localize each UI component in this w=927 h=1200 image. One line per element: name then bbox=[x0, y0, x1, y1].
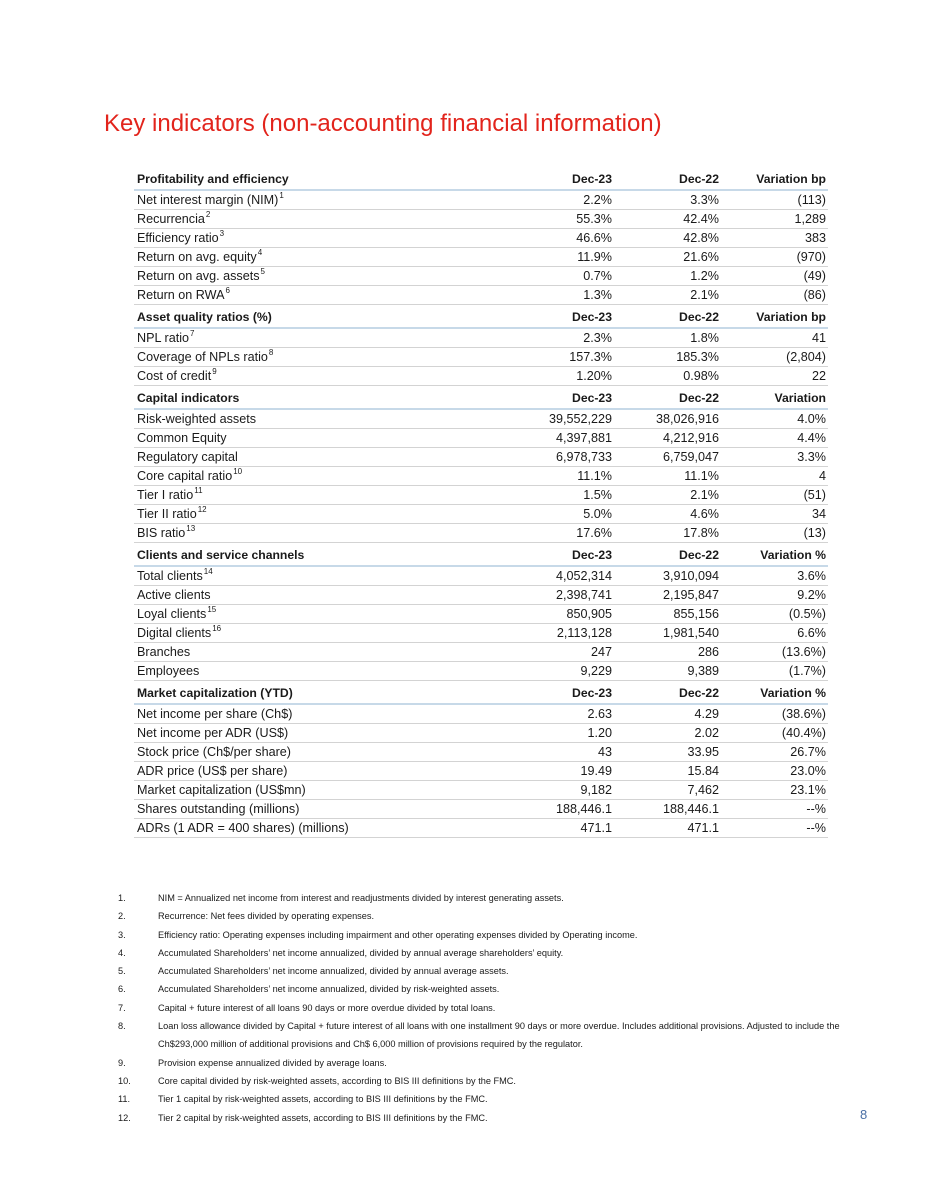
variation-value: 3.3% bbox=[797, 449, 826, 464]
section-title: Profitability and efficiency bbox=[137, 171, 289, 186]
dec-22-value: 11.1% bbox=[684, 468, 719, 483]
section-clients-and-service-channels bbox=[134, 545, 828, 681]
dec-22-value: 4,212,916 bbox=[662, 430, 719, 445]
dec-22-value: 1.2% bbox=[690, 268, 719, 283]
dec-23-value: 1.20 bbox=[587, 725, 612, 740]
dec-22-value: 2.1% bbox=[690, 487, 719, 502]
table-row bbox=[134, 448, 828, 467]
dec-23-value: 157.3% bbox=[569, 349, 612, 364]
row-label-cell bbox=[134, 724, 512, 743]
column-header: Dec-23 bbox=[572, 685, 612, 700]
table-row bbox=[134, 410, 828, 429]
footnote-number: 3. bbox=[118, 929, 126, 940]
footnote-marker: 2 bbox=[205, 210, 211, 220]
dec-23-value: 1.20% bbox=[576, 368, 612, 383]
row-label-cell bbox=[134, 329, 512, 348]
variation-value: 22 bbox=[811, 368, 826, 383]
variation-value: (970) bbox=[796, 249, 826, 264]
dec-23-value: 247 bbox=[590, 644, 612, 659]
section-header bbox=[134, 545, 828, 567]
dec-23-value: 850,905 bbox=[566, 606, 612, 621]
dec-23-value: 43 bbox=[597, 744, 612, 759]
footnote-text: Efficiency ratio: Operating expenses including impairment and other operating expenses divided by Operating income. bbox=[158, 929, 638, 940]
variation-value: --% bbox=[806, 820, 826, 835]
section-capital-indicators bbox=[134, 388, 828, 543]
footnote-number: 5. bbox=[118, 966, 126, 977]
row-label-cell bbox=[134, 191, 512, 210]
row-label-cell bbox=[134, 643, 512, 662]
table-row bbox=[134, 210, 828, 229]
footnote-item bbox=[118, 980, 878, 998]
row-label: Shares outstanding (millions) bbox=[137, 801, 300, 816]
footnote-number: 6. bbox=[118, 984, 126, 995]
footnote-marker: 4 bbox=[257, 248, 263, 258]
footnote-item bbox=[118, 926, 878, 944]
row-label: ADRs (1 ADR = 400 shares) (millions) bbox=[137, 820, 349, 835]
variation-value: 6.6% bbox=[797, 625, 826, 640]
dec-22-value: 9,389 bbox=[687, 663, 719, 678]
dec-23-value: 2.2% bbox=[583, 192, 612, 207]
dec-22-value: 2.1% bbox=[690, 287, 719, 302]
section-header bbox=[134, 307, 828, 329]
table-row bbox=[134, 762, 828, 781]
dec-22-value: 38,026,916 bbox=[655, 411, 719, 426]
variation-value: 9.2% bbox=[797, 587, 826, 602]
footnote-text: Accumulated Shareholders’ net income annualized, divided by annual average assets. bbox=[158, 966, 509, 977]
dec-22-value: 0.98% bbox=[683, 368, 719, 383]
dec-22-value: 17.8% bbox=[683, 525, 719, 540]
row-label: Recurrencia bbox=[137, 211, 205, 226]
dec-22-value: 3,910,094 bbox=[662, 568, 719, 583]
table-row bbox=[134, 267, 828, 286]
variation-value: 1,289 bbox=[794, 211, 826, 226]
dec-23-value: 471.1 bbox=[580, 820, 612, 835]
footnote-marker: 9 bbox=[212, 367, 217, 377]
variation-value: 23.1% bbox=[790, 782, 826, 797]
row-label: Net interest margin (NIM) bbox=[137, 192, 279, 207]
row-label: NPL ratio bbox=[137, 330, 190, 345]
table-row bbox=[134, 800, 828, 819]
table-row bbox=[134, 819, 828, 838]
dec-23-value: 46.6% bbox=[576, 230, 612, 245]
dec-22-value: 286 bbox=[697, 644, 719, 659]
row-label-cell bbox=[134, 267, 512, 286]
row-label-cell bbox=[134, 467, 512, 486]
footnote-text: Provision expense annualized divided by average loans. bbox=[158, 1057, 387, 1068]
footnote-marker: 15 bbox=[207, 605, 217, 615]
footnote-number: 11. bbox=[118, 1094, 131, 1105]
dec-23-value: 17.6% bbox=[576, 525, 612, 540]
footnote-marker: 14 bbox=[203, 567, 213, 577]
dec-22-value: 185.3% bbox=[676, 349, 719, 364]
column-header: Dec-23 bbox=[572, 309, 612, 324]
footnote-number: 2. bbox=[118, 911, 126, 922]
row-label: Coverage of NPLs ratio bbox=[137, 349, 268, 364]
footnote-marker: 8 bbox=[268, 348, 274, 358]
dec-22-value: 855,156 bbox=[673, 606, 719, 621]
dec-22-value: 21.6% bbox=[683, 249, 719, 264]
row-label-cell bbox=[134, 819, 512, 838]
dec-22-value: 2,195,847 bbox=[662, 587, 719, 602]
dec-22-value: 2.02 bbox=[694, 725, 719, 740]
footnote-text: Capital + future interest of all loans 90 days or more overdue divided by total loans. bbox=[158, 1002, 496, 1013]
row-label-cell bbox=[134, 800, 512, 819]
dec-23-value: 5.0% bbox=[583, 506, 612, 521]
dec-23-value: 11.1% bbox=[577, 468, 612, 483]
variation-value: (49) bbox=[803, 268, 826, 283]
row-label-cell bbox=[134, 567, 512, 586]
dec-23-value: 19.49 bbox=[580, 763, 612, 778]
footnote-number: 1. bbox=[118, 893, 126, 903]
row-label: Employees bbox=[137, 663, 200, 678]
dec-22-value: 1.8% bbox=[690, 330, 719, 345]
dec-22-value: 3.3% bbox=[690, 192, 719, 207]
column-header: Dec-22 bbox=[679, 171, 719, 186]
table-row bbox=[134, 567, 828, 586]
footnote-item bbox=[118, 1090, 878, 1108]
dec-22-value: 4.6% bbox=[690, 506, 719, 521]
table-row bbox=[134, 624, 828, 643]
variation-value: (113) bbox=[797, 192, 826, 207]
footnote-marker: 12 bbox=[197, 505, 207, 515]
dec-22-value: 1,981,540 bbox=[662, 625, 719, 640]
row-label: Digital clients bbox=[137, 625, 212, 640]
table-row bbox=[134, 705, 828, 724]
table-row bbox=[134, 643, 828, 662]
dec-23-value: 2.63 bbox=[587, 706, 612, 721]
dec-23-value: 2,113,128 bbox=[556, 625, 612, 640]
dec-23-value: 4,397,881 bbox=[555, 430, 612, 445]
table-row bbox=[134, 724, 828, 743]
variation-value: (0.5%) bbox=[788, 606, 826, 621]
variation-value: 4.0% bbox=[797, 411, 826, 426]
variation-value: (40.4%) bbox=[781, 725, 826, 740]
row-label-cell bbox=[134, 762, 512, 781]
row-label-cell bbox=[134, 705, 512, 724]
dec-23-value: 188,446.1 bbox=[555, 801, 612, 816]
table-row bbox=[134, 329, 828, 348]
row-label: Branches bbox=[137, 644, 191, 659]
row-label-cell bbox=[134, 229, 512, 248]
footnote-marker: 5 bbox=[260, 267, 265, 277]
row-label-cell bbox=[134, 348, 512, 367]
footnote-number: 12. bbox=[118, 1112, 131, 1123]
page-title: Key indicators (non-accounting financial information) bbox=[104, 110, 662, 137]
row-label: Net income per share (Ch$) bbox=[137, 706, 293, 721]
footnote-marker: 10 bbox=[233, 467, 243, 477]
dec-22-value: 4.29 bbox=[694, 706, 719, 721]
section-title: Capital indicators bbox=[137, 390, 240, 405]
variation-value: 26.7% bbox=[790, 744, 826, 759]
dec-23-value: 11.9% bbox=[577, 249, 612, 264]
table-row bbox=[134, 191, 828, 210]
dec-23-value: 1.5% bbox=[583, 487, 612, 502]
row-label-cell bbox=[134, 586, 512, 605]
dec-23-value: 1.3% bbox=[583, 287, 612, 302]
column-header: Dec-22 bbox=[679, 390, 719, 405]
variation-value: 4 bbox=[818, 468, 826, 483]
column-header: Variation bbox=[774, 390, 826, 405]
footnote-text: NIM = Annualized net income from interest and readjustments divided by interest generating assets. bbox=[158, 893, 564, 903]
row-label-cell bbox=[134, 624, 512, 643]
table-row bbox=[134, 586, 828, 605]
key-indicators-table bbox=[134, 169, 828, 838]
dec-22-value: 6,759,047 bbox=[662, 449, 719, 464]
row-label: Cost of credit bbox=[137, 368, 212, 383]
variation-value: 383 bbox=[804, 230, 826, 245]
footnote-item bbox=[118, 944, 878, 962]
dec-23-value: 6,978,733 bbox=[555, 449, 612, 464]
table-row bbox=[134, 286, 828, 305]
row-label: Total clients bbox=[137, 568, 203, 583]
footnote-text: Loan loss allowance divided by Capital + future interest of all loans with one installment 90 days or more overdue. Includes additional provisions. Adjusted to include the Ch$293,000 million of additional provisions and Ch$ 6,000 million of provisions required by the regulator. bbox=[158, 1021, 840, 1050]
footnote-marker: 6 bbox=[225, 286, 230, 296]
footnote-marker: 1 bbox=[279, 191, 284, 201]
table-row bbox=[134, 781, 828, 800]
footnote-text: Accumulated Shareholders’ net income annualized, divided by annual average shareholders’ equity. bbox=[158, 947, 564, 958]
table-row bbox=[134, 486, 828, 505]
section-market-capitalization-ytd bbox=[134, 683, 828, 838]
footnote-text: Accumulated Shareholders’ net income annualized, divided by risk-weighted assets. bbox=[158, 984, 500, 995]
variation-value: 3.6% bbox=[797, 568, 826, 583]
footnote-number: 10. bbox=[118, 1075, 131, 1086]
dec-23-value: 2,398,741 bbox=[555, 587, 612, 602]
variation-value: 4.4% bbox=[797, 430, 826, 445]
variation-value: (13) bbox=[803, 525, 826, 540]
row-label: Common Equity bbox=[137, 430, 227, 445]
dec-23-value: 2.3% bbox=[583, 330, 612, 345]
row-label-cell bbox=[134, 486, 512, 505]
row-label: Net income per ADR (US$) bbox=[137, 725, 289, 740]
row-label: Efficiency ratio bbox=[137, 230, 219, 245]
dec-23-value: 39,552,229 bbox=[548, 411, 612, 426]
table-row bbox=[134, 229, 828, 248]
footnote-marker: 11 bbox=[194, 486, 203, 496]
table-row bbox=[134, 605, 828, 624]
variation-value: 41 bbox=[811, 330, 826, 345]
row-label: Market capitalization (US$mn) bbox=[137, 782, 306, 797]
row-label-cell bbox=[134, 505, 512, 524]
variation-value: (1.7%) bbox=[788, 663, 826, 678]
dec-23-value: 9,182 bbox=[580, 782, 612, 797]
table-row bbox=[134, 505, 828, 524]
footnote-text: Recurrence: Net fees divided by operating expenses. bbox=[158, 911, 375, 922]
column-header: Dec-22 bbox=[679, 309, 719, 324]
dec-22-value: 42.4% bbox=[683, 211, 719, 226]
table-row bbox=[134, 524, 828, 543]
dec-22-value: 188,446.1 bbox=[662, 801, 719, 816]
row-label-cell bbox=[134, 781, 512, 800]
section-profitability-and-efficiency bbox=[134, 169, 828, 305]
variation-value: (86) bbox=[803, 287, 826, 302]
variation-value: (13.6%) bbox=[781, 644, 826, 659]
row-label-cell bbox=[134, 448, 512, 467]
variation-value: (2,804) bbox=[786, 349, 826, 364]
variation-value: (38.6%) bbox=[781, 706, 826, 721]
column-header: Dec-23 bbox=[572, 390, 612, 405]
dec-23-value: 9,229 bbox=[580, 663, 612, 678]
footnote-number: 9. bbox=[118, 1057, 126, 1068]
footnote-number: 7. bbox=[118, 1002, 126, 1013]
row-label-cell bbox=[134, 248, 512, 267]
row-label-cell bbox=[134, 605, 512, 624]
footnote-text: Tier 1 capital by risk-weighted assets, according to BIS III definitions by the FMC. bbox=[158, 1094, 488, 1105]
table-row bbox=[134, 248, 828, 267]
row-label-cell bbox=[134, 524, 512, 543]
column-header: Variation bp bbox=[756, 171, 826, 186]
section-title: Asset quality ratios (%) bbox=[137, 309, 272, 324]
column-header: Dec-22 bbox=[679, 685, 719, 700]
column-header: Dec-22 bbox=[679, 547, 719, 562]
footnote-text: Tier 2 capital by risk-weighted assets, according to BIS III definitions by the FMC. bbox=[158, 1112, 488, 1123]
row-label: Tier II ratio bbox=[137, 506, 197, 521]
footnote-item bbox=[118, 889, 878, 907]
footnote-item bbox=[118, 1072, 878, 1090]
column-header: Variation % bbox=[760, 685, 826, 700]
row-label-cell bbox=[134, 429, 512, 448]
row-label: ADR price (US$ per share) bbox=[137, 763, 288, 778]
column-header: Dec-23 bbox=[572, 171, 612, 186]
row-label-cell bbox=[134, 367, 512, 386]
table-row bbox=[134, 467, 828, 486]
section-title: Market capitalization (YTD) bbox=[137, 685, 293, 700]
variation-value: --% bbox=[806, 801, 826, 816]
row-label: Return on avg. assets bbox=[137, 268, 260, 283]
dec-22-value: 33.95 bbox=[687, 744, 719, 759]
page-number: 8 bbox=[860, 1107, 868, 1122]
table-row bbox=[134, 429, 828, 448]
row-label-cell bbox=[134, 662, 512, 681]
row-label: Regulatory capital bbox=[137, 449, 238, 464]
row-label: BIS ratio bbox=[137, 525, 186, 540]
table-row bbox=[134, 662, 828, 681]
row-label: Active clients bbox=[137, 587, 211, 602]
footnote-number: 4. bbox=[118, 947, 126, 958]
footnote-item bbox=[118, 962, 878, 980]
footnote-text: Core capital divided by risk-weighted assets, according to BIS III definitions by the FMC. bbox=[158, 1075, 516, 1086]
dec-22-value: 7,462 bbox=[687, 782, 719, 797]
dec-23-value: 4,052,314 bbox=[555, 568, 612, 583]
section-title: Clients and service channels bbox=[137, 547, 305, 562]
footnote-item bbox=[118, 1109, 878, 1127]
row-label-cell bbox=[134, 210, 512, 229]
footnote-marker: 16 bbox=[212, 624, 222, 634]
column-header: Variation % bbox=[760, 547, 826, 562]
section-header bbox=[134, 388, 828, 410]
variation-value: (51) bbox=[803, 487, 826, 502]
footnotes-list bbox=[118, 889, 878, 1127]
footnote-number: 8. bbox=[118, 1021, 126, 1032]
dec-22-value: 471.1 bbox=[687, 820, 719, 835]
section-header bbox=[134, 683, 828, 705]
footnote-item bbox=[118, 999, 878, 1017]
footnote-item bbox=[118, 907, 878, 925]
row-label: Core capital ratio bbox=[137, 468, 233, 483]
dec-22-value: 15.84 bbox=[687, 763, 719, 778]
section-header bbox=[134, 169, 828, 191]
dec-23-value: 0.7% bbox=[583, 268, 612, 283]
row-label-cell bbox=[134, 286, 512, 305]
dec-22-value: 42.8% bbox=[683, 230, 719, 245]
table-row bbox=[134, 348, 828, 367]
footnote-item bbox=[118, 1017, 878, 1054]
column-header: Dec-23 bbox=[572, 547, 612, 562]
variation-value: 34 bbox=[811, 506, 826, 521]
dec-23-value: 55.3% bbox=[576, 211, 612, 226]
row-label-cell bbox=[134, 743, 512, 762]
table-row bbox=[134, 743, 828, 762]
variation-value: 23.0% bbox=[790, 763, 826, 778]
row-label: Stock price (Ch$/per share) bbox=[137, 744, 291, 759]
table-row bbox=[134, 367, 828, 386]
row-label: Tier I ratio bbox=[137, 487, 194, 502]
row-label: Return on avg. equity bbox=[137, 249, 257, 264]
footnote-marker: 13 bbox=[186, 524, 196, 534]
row-label: Loyal clients bbox=[137, 606, 207, 621]
footnote-marker: 3 bbox=[219, 229, 225, 239]
row-label-cell bbox=[134, 410, 512, 429]
column-header: Variation bp bbox=[756, 309, 826, 324]
row-label: Risk-weighted assets bbox=[137, 411, 256, 426]
footnote-marker: 7 bbox=[190, 329, 195, 339]
footnote-item bbox=[118, 1054, 878, 1072]
row-label: Return on RWA bbox=[137, 287, 225, 302]
section-asset-quality-ratios bbox=[134, 307, 828, 386]
